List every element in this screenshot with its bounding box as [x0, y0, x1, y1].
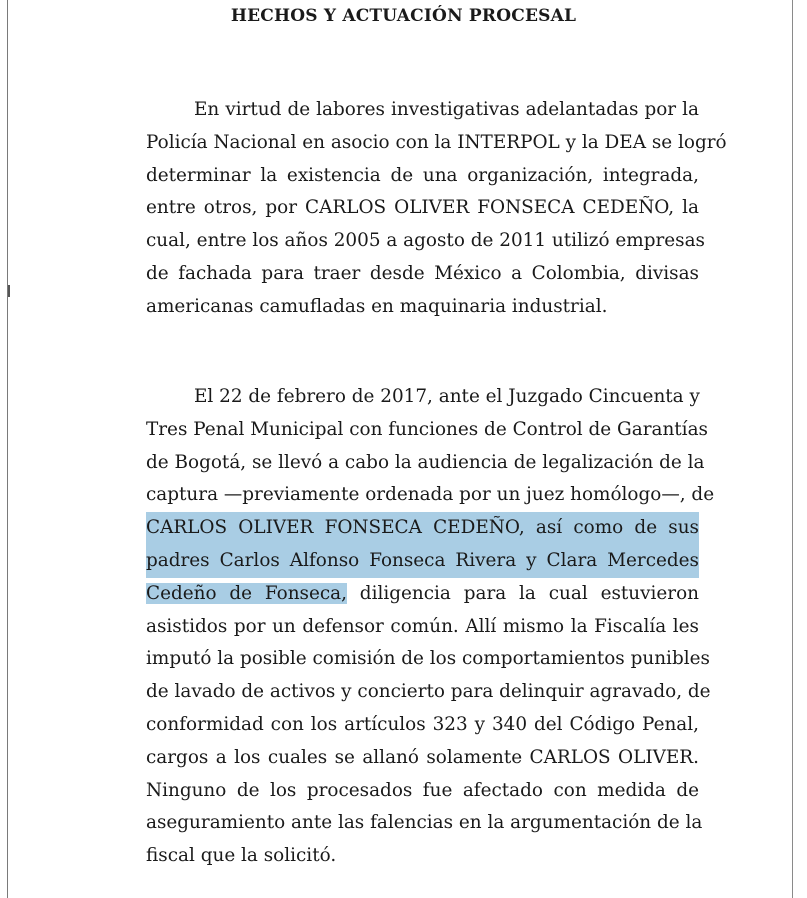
scan-edge-mark	[8, 285, 10, 297]
scan-edge-left	[7, 0, 8, 898]
paragraph-line: Ninguno de los procesados fue afectado con medida de	[146, 779, 699, 801]
paragraph-line: de fachada para traer desde México a Colombia, divisas	[146, 262, 699, 284]
paragraph-line: fiscal que la solicitó.	[146, 845, 337, 867]
paragraph-line: El 22 de febrero de 2017, ante el Juzgado Cincuenta y	[194, 386, 700, 407]
paragraph-line-mixed	[146, 578, 699, 611]
paragraph-text: diligencia para la cual estuvieron	[346, 582, 699, 604]
paragraph-line: asistidos por un defensor común. Allí mismo la Fiscalía les	[146, 615, 699, 637]
paragraph-line: imputó la posible comisión de los comportamientos punibles	[146, 648, 710, 670]
paragraph-line: entre otros, por CARLOS OLIVER FONSECA CEDEÑO, la	[146, 197, 699, 219]
paragraph-line: de lavado de activos y concierto para delinquir agravado, de	[146, 681, 711, 703]
paragraph-procedure	[146, 381, 715, 873]
paragraph-line: Tres Penal Municipal con funciones de Control de Garantías	[146, 418, 708, 440]
paragraph-line: determinar la existencia de una organización, integrada,	[146, 164, 699, 186]
paragraph-line: americanas camufladas en maquinaria industrial.	[146, 295, 608, 317]
paragraph-line: Policía Nacional en asocio con la INTERPOL y la DEA se logró	[146, 131, 727, 153]
paragraph-line: cual, entre los años 2005 a agosto de 2011 utilizó empresas	[146, 230, 705, 252]
paragraph-line: cargos a los cuales se allanó solamente CARLOS OLIVER.	[146, 746, 699, 768]
paragraph-line: En virtud de labores investigativas adelantadas por la	[194, 99, 699, 120]
paragraph-facts	[146, 94, 727, 324]
scan-edge-right	[792, 0, 793, 898]
paragraph-line: conformidad con los artículos 323 y 340 del Código Penal,	[146, 713, 699, 735]
highlighted-line: padres Carlos Alfonso Fonseca Rivera y Clara Mercedes	[146, 545, 699, 578]
highlighted-line: CARLOS OLIVER FONSECA CEDEÑO, así como de sus	[146, 512, 699, 545]
paragraph-line: de Bogotá, se llevó a cabo la audiencia de legalización de la	[146, 451, 705, 473]
section-heading: HECHOS Y ACTUACIÓN PROCESAL	[230, 6, 577, 26]
paragraph-line: aseguramiento ante las falencias en la argumentación de la	[146, 812, 703, 834]
paragraph-line: captura —previamente ordenada por un juez homólogo—, de	[146, 484, 715, 506]
highlighted-text: Cedeño de Fonseca,	[146, 582, 347, 604]
